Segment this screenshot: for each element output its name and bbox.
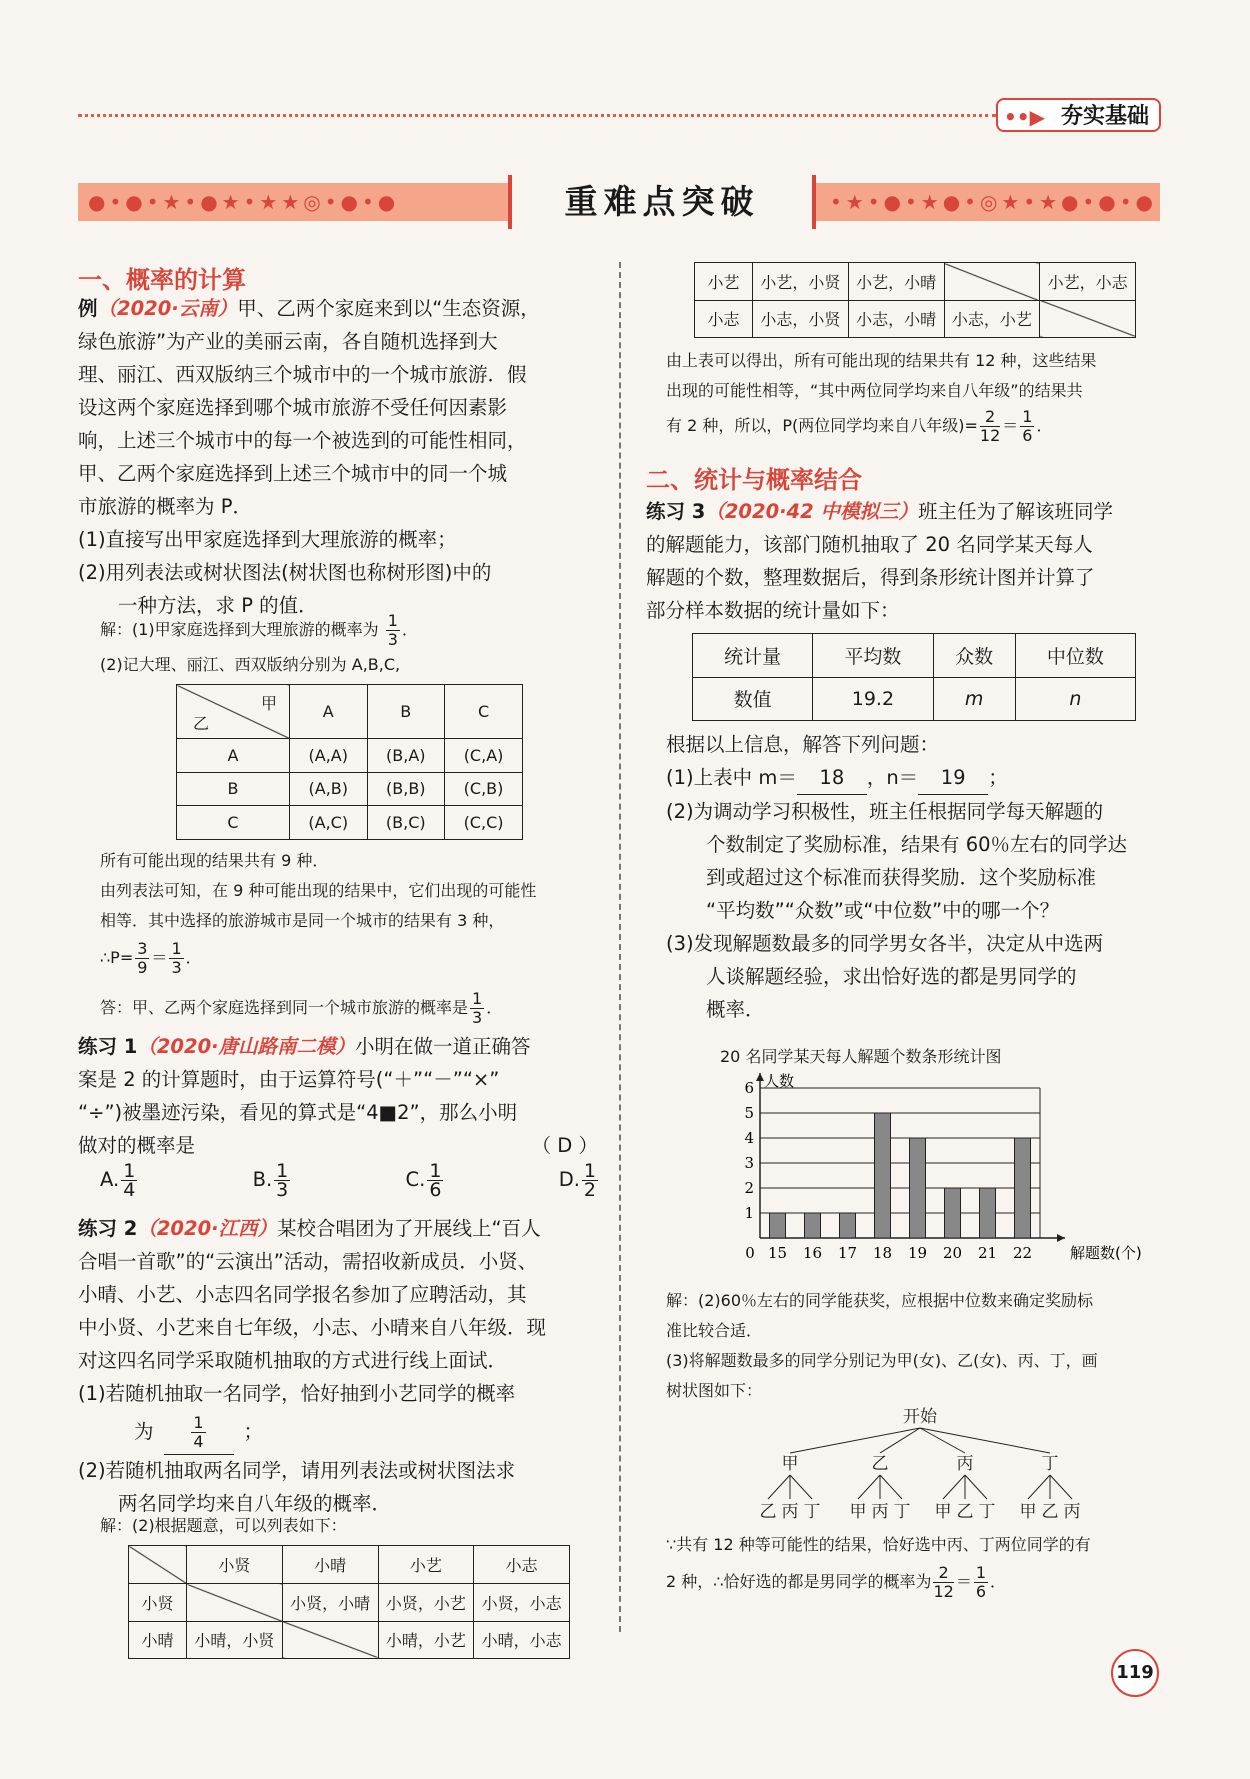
bar	[910, 1138, 926, 1238]
exercise-1-answer: （ D ）	[531, 1134, 598, 1157]
table-row: 数值 19.2 m n	[693, 677, 1136, 721]
outcome-table-2a: 小贤 小晴 小艺 小志 小贤 小贤，小晴 小贤，小艺 小贤，小志 小晴 小晴，小贤 小晴，小艺 小晴，小志	[128, 1545, 570, 1659]
bar	[805, 1213, 821, 1238]
x-tick-label: 17	[837, 1244, 858, 1262]
bar	[770, 1213, 786, 1238]
tree-leaf: 乙	[759, 1502, 777, 1522]
tree-leaf: 甲	[1019, 1502, 1037, 1522]
x-tick-label: 19	[907, 1244, 928, 1262]
x-axis-arrow	[1057, 1234, 1065, 1242]
x-tick-label: 22	[1012, 1244, 1033, 1262]
banner	[78, 183, 1160, 221]
answer-n: 19	[918, 761, 988, 795]
outcome-table-1: 甲 乙 A B C A (A,A) (B,A) (C,A) B (A,B) (B,B) (C,B) C (A,C) (B,C) (C,C)	[176, 684, 523, 840]
tree-node: 甲	[781, 1454, 799, 1474]
x-tick-label: 15	[767, 1244, 788, 1262]
bar	[840, 1213, 856, 1238]
bar-chart	[730, 1066, 1142, 1266]
tree-branch	[880, 1475, 902, 1499]
section-tag: ••▶ 夯实基础	[996, 98, 1161, 132]
tree-diagram	[740, 1402, 1120, 1532]
table-row: C (A,C) (B,C) (C,C)	[177, 806, 523, 840]
tree-branch	[943, 1475, 965, 1499]
tree-branch	[790, 1475, 812, 1499]
tree-branch	[1028, 1475, 1050, 1499]
section-title-1: 一、概率的计算	[78, 266, 246, 294]
exercise-3: 练习 3（2020·42 中模拟三）班主任为了解该班同学 的解题能力，该部门随机抽取了 20 名同学某天每人 解题的个数，整理数据后，得到条形统计图并计算了 部分样本数据的统计量如下：	[646, 500, 1113, 622]
tree-branch	[768, 1475, 790, 1499]
tree-node: 乙	[871, 1454, 889, 1474]
exercise-3-questions: 根据以上信息，解答下列问题： (1)上表中 m＝ 18 ，n＝ 19 ； (2)为调动学习积极性，班主任根据同学每天解题的 个数制定了奖励标准，结果有 60％左右的同学达 到或超过这个标准而获得奖励．这个奖励标准 “平均数”“众数”或“中位数”中的哪一个？ (3)发现解题数最多的同学男女各半，决定从中选两 人谈解题经验，求出恰好选的都是男同学的 概率．	[666, 733, 1128, 1021]
table-row: 小晴 小晴，小贤 小晴，小艺 小晴，小志	[129, 1621, 570, 1659]
example-solution-1: 解：(1)甲家庭选择到大理旅游的概率为 $\frac{1}{3}$ ．	[100, 611, 418, 649]
tree-branch	[920, 1428, 965, 1453]
bar	[875, 1113, 891, 1238]
exercise-2-solution: 解：(2)根据题意，可以列表如下：	[100, 1516, 347, 1535]
bar	[1015, 1138, 1031, 1238]
y-axis-arrow	[756, 1073, 764, 1081]
fraction: $\frac{1}{3}$	[387, 611, 398, 649]
section-title-2: 二、统计与概率结合	[646, 466, 862, 494]
tree-leaf: 乙	[956, 1502, 974, 1522]
table-row: B (A,B) (B,B) (C,B)	[177, 772, 523, 806]
y-tick-label: 1	[744, 1204, 754, 1222]
tree-branch	[920, 1428, 1050, 1453]
banner-title: 重难点突破	[508, 175, 816, 229]
y-tick-label: 3	[744, 1154, 754, 1172]
exercise-3-solution: 解：(2)60％左右的同学能获奖，应根据中位数来确定奖励标 准比较合适． (3)将解题数最多的同学分别记为甲(女)、乙(女)、丙、丁，画 树状图如下：	[666, 1291, 1098, 1400]
outcome-table-2b	[694, 262, 1136, 338]
x-tick-label: 16	[802, 1244, 823, 1262]
statistics-table: 统计量 平均数 众数 中位数 数值 19.2 m n	[692, 633, 1136, 721]
tree-branch	[1050, 1475, 1072, 1499]
table-row: A (A,A) (B,A) (C,A)	[177, 739, 523, 773]
tree-leaf: 丙	[1063, 1502, 1081, 1522]
exercise-3-final: ∵共有 12 种等可能性的结果，恰好选中丙、丁两位同学的有 2 种，∴恰好选的都是男同学的概率为 $\frac{2}{12}$ ＝ $\frac{1}{6}$ ．	[666, 1535, 1091, 1601]
x-axis-label: 解题数(个)	[1070, 1244, 1142, 1262]
answer-m: 18	[797, 761, 867, 795]
tree-node: 丙	[956, 1454, 974, 1474]
x-tick-label: 21	[977, 1244, 998, 1262]
header-dotted-line	[78, 114, 996, 117]
x-tick-label: 18	[872, 1244, 893, 1262]
tree-branch	[965, 1475, 987, 1499]
tree-leaf: 丙	[871, 1502, 889, 1522]
example-analysis: 所有可能出现的结果共有 9 种． 由列表法可知，在 9 种可能出现的结果中，它们出现的可能性 相等．其中选择的旅游城市是同一个城市的结果有 3 种，	[100, 851, 537, 930]
origin-label: 0	[745, 1244, 755, 1262]
banner-decoration-left: ●•●•★•●★•★★◎•●•●	[88, 190, 400, 214]
tree-root: 开始	[903, 1407, 937, 1427]
bar	[945, 1188, 961, 1238]
chart-title: 20 名同学某天每人解题个数条形统计图	[720, 1047, 1002, 1066]
option-d: D. $\frac{1}{2}$	[558, 1160, 596, 1201]
y-axis-label: 人数	[764, 1072, 795, 1090]
tree-leaf: 丁	[978, 1502, 996, 1522]
option-a: A. $\frac{1}{4}$	[100, 1160, 136, 1201]
table-corner: 甲 乙	[177, 685, 290, 739]
y-tick-label: 5	[744, 1104, 754, 1122]
y-tick-label: 2	[744, 1179, 754, 1197]
tree-leaf: 甲	[849, 1502, 867, 1522]
option-c: C. $\frac{1}{6}$	[405, 1160, 442, 1201]
bar	[980, 1188, 996, 1238]
banner-decoration-right: •★•●•★●•◎★•★●•●•●	[830, 190, 1158, 214]
tree-leaf: 甲	[934, 1502, 952, 1522]
y-tick-label: 4	[744, 1129, 754, 1147]
option-b: B. $\frac{1}{3}$	[252, 1160, 289, 1201]
probability-result: ∴P= $\frac{3}{9}$ ＝ $\frac{1}{3}$ ．	[100, 939, 202, 977]
table-row: 小志 小志，小贤 小志，小晴 小志，小艺	[695, 300, 1136, 338]
exercise-2: 练习 2（2020·江西）某校合唱团为了开展线上“百人 合唱一首歌”的“云演出”活动，需招收新成员．小贤、 小晴、小艺、小志四名同学报名参加了应聘活动，其 中小贤、小艺来自七年级，小志、小晴来自八年级．现 对这四名同学采取随机抽取的方式进行线上面试． (1)若随机抽取一名同学，恰好抽到小艺同学的概率 为 $\frac{1}{4}$ ； (2)若随机抽取两名同学，请用列表法或树状图法求 两名同学均来自八年级的概率．	[78, 1217, 547, 1515]
example-problem: 例（2020·云南）甲、乙两个家庭来到以“生态资源， 绿色旅游”为产业的美丽云南，各自随机选择到大 理、丽江、西双版纳三个城市中的一个城市旅游．假 设这两个家庭选择到哪个城市旅游不受任何因素影 响，上述三个城市中的每一个被选到的可能性相同， 甲、乙两个家庭选择到上述三个城市中的同一个城 市旅游的概率为 P． (1)直接写出甲家庭选择到大理旅游的概率； (2)用列表法或树状图法(树状图也称树形图)中的 一种方法，求 P 的值．	[78, 297, 540, 617]
column-divider	[619, 262, 621, 1632]
arrow-icon: ••▶	[1004, 105, 1045, 129]
tree-leaf: 乙	[1041, 1502, 1059, 1522]
table-row: 小贤 小贤，小晴 小贤，小艺 小贤，小志	[129, 1584, 570, 1622]
example-answer: 答：甲、乙两个家庭选择到同一个城市旅游的概率是 $\frac{1}{3}$ ．	[100, 989, 503, 1027]
table-row: 小艺 小艺，小贤 小艺，小晴 小艺，小志	[695, 263, 1136, 301]
x-tick-label: 20	[942, 1244, 963, 1262]
exercise-1: 练习 1（2020·唐山路南二模）小明在做一道正确答 案是 2 的计算题时，由于运算符号(“＋”“－”“×” “÷”)被墨迹污染，看见的算式是“4■2”，那么小明 做对的概率是 （ D ）	[78, 1030, 598, 1162]
tree-leaf: 丁	[803, 1502, 821, 1522]
tree-leaf: 丙	[781, 1502, 799, 1522]
page-number: 119	[1111, 1649, 1159, 1697]
y-tick-label: 6	[744, 1079, 754, 1097]
tree-branch	[858, 1475, 880, 1499]
tree-leaf: 丁	[893, 1502, 911, 1522]
exercise-2-result: 由上表可以得出，所有可能出现的结果共有 12 种，这些结果 出现的可能性相等，“其中两位同学均来自八年级”的结果共 有 2 种，所以，P(两位同学均来自八年级)= $\frac{2}{12}$ ＝ $\frac{1}{6}$ ．	[666, 351, 1097, 445]
example-solution-2: (2)记大理、丽江、西双版纳分别为 A,B,C,	[100, 655, 401, 674]
tree-node: 丁	[1041, 1454, 1059, 1474]
exercise-1-options	[100, 1162, 600, 1199]
